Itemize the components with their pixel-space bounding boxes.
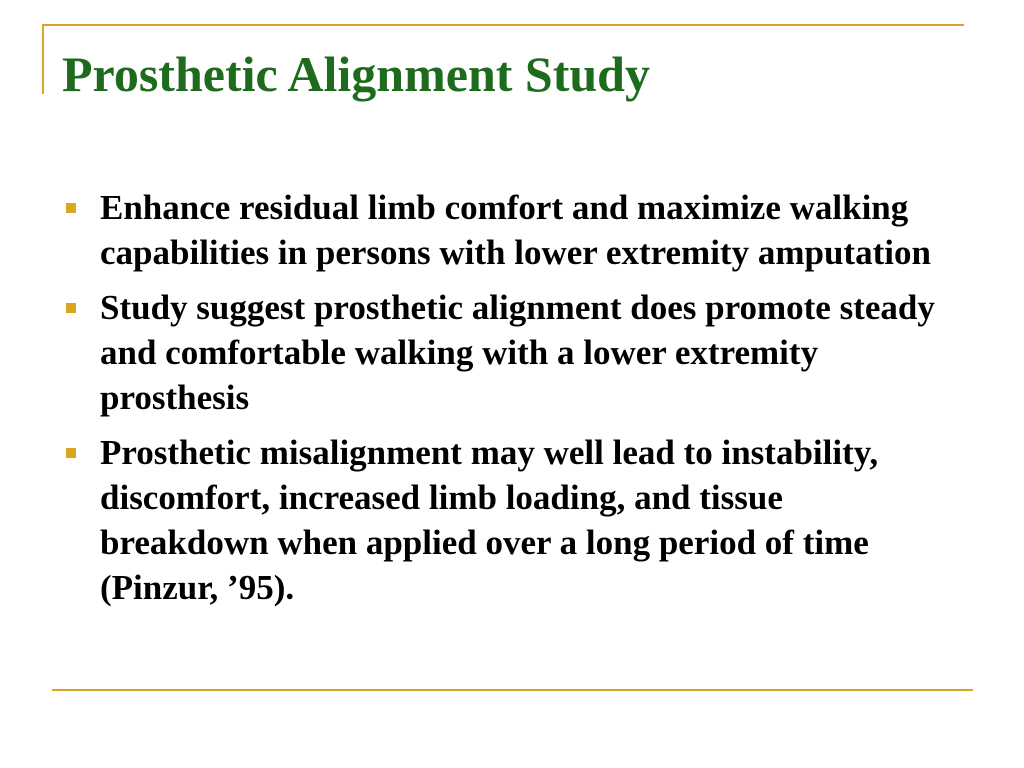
- bullet-item: [60, 430, 950, 610]
- left-border-line: [42, 24, 44, 94]
- square-bullet-icon: [66, 448, 76, 458]
- bullet-text: Prosthetic misalignment may well lead to instability, discomfort, increased limb loading, and tissue breakdown when applied over a long period of time (Pinzur, ’95).: [100, 433, 879, 607]
- square-bullet-icon: [66, 303, 76, 313]
- bullet-item: [60, 185, 950, 275]
- bottom-border-line: [52, 689, 973, 691]
- slide-title: Prosthetic Alignment Study: [62, 46, 650, 102]
- top-border-line: [42, 24, 964, 26]
- bullet-text: Study suggest prosthetic alignment does promote steady and comfortable walking with a lower extremity prosthesis: [100, 288, 935, 417]
- bullet-text: Enhance residual limb comfort and maximize walking capabilities in persons with lower extremity amputation: [100, 188, 931, 272]
- bullet-list: [60, 185, 950, 620]
- square-bullet-icon: [66, 203, 76, 213]
- bullet-item: [60, 285, 950, 420]
